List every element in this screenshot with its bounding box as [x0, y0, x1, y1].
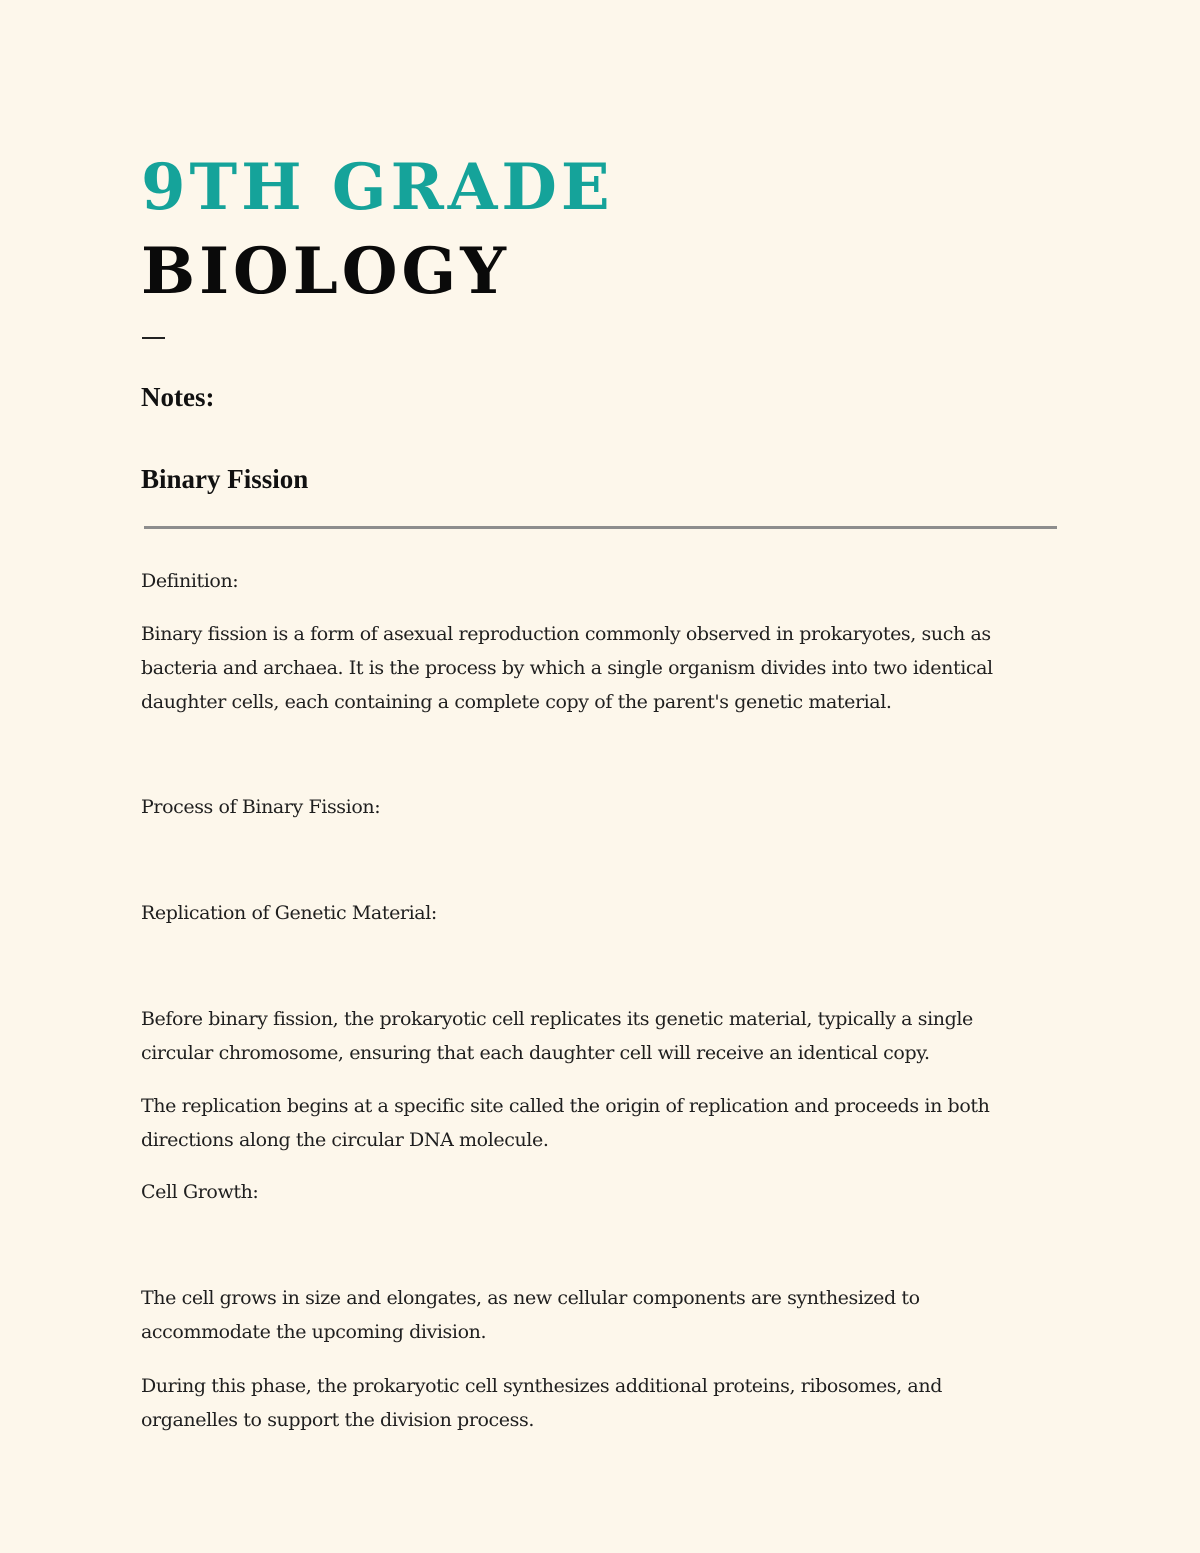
- replication-paragraph-1: Before binary fission, the prokaryotic cell replicates its genetic material, typically a single circular chromosome, ensuring that each daughter cell will receive an identical copy.: [141, 1008, 973, 1064]
- title-divider-dash: [142, 337, 165, 339]
- replication-paragraph-2: The replication begins at a specific site called the origin of replication and proceeds in both directions along the circular DNA molecule.: [141, 1095, 990, 1151]
- growth-paragraph-1: The cell grows in size and elongates, as new cellular components are synthesized to accommodate the upcoming division.: [141, 1287, 920, 1343]
- growth-paragraph-2: During this phase, the prokaryotic cell synthesizes additional proteins, ribosomes, and organelles to support the division process.: [141, 1375, 942, 1431]
- notes-label: Notes:: [141, 382, 215, 412]
- title-subject: BIOLOGY: [141, 234, 510, 309]
- replication-label: Replication of Genetic Material:: [141, 902, 437, 924]
- definition-paragraph: Binary fission is a form of asexual reproduction commonly observed in prokaryotes, such as bacteria and archaea. It is the process by which a single organism divides into two identical daughter cells, each containing a complete copy of the parent's genetic material.: [141, 623, 993, 713]
- title-grade: 9TH GRADE: [141, 150, 614, 225]
- definition-label: Definition:: [141, 570, 239, 592]
- section-title: Binary Fission: [141, 464, 309, 494]
- process-label: Process of Binary Fission:: [141, 796, 381, 818]
- growth-label: Cell Growth:: [141, 1181, 259, 1203]
- section-divider: [144, 526, 1057, 529]
